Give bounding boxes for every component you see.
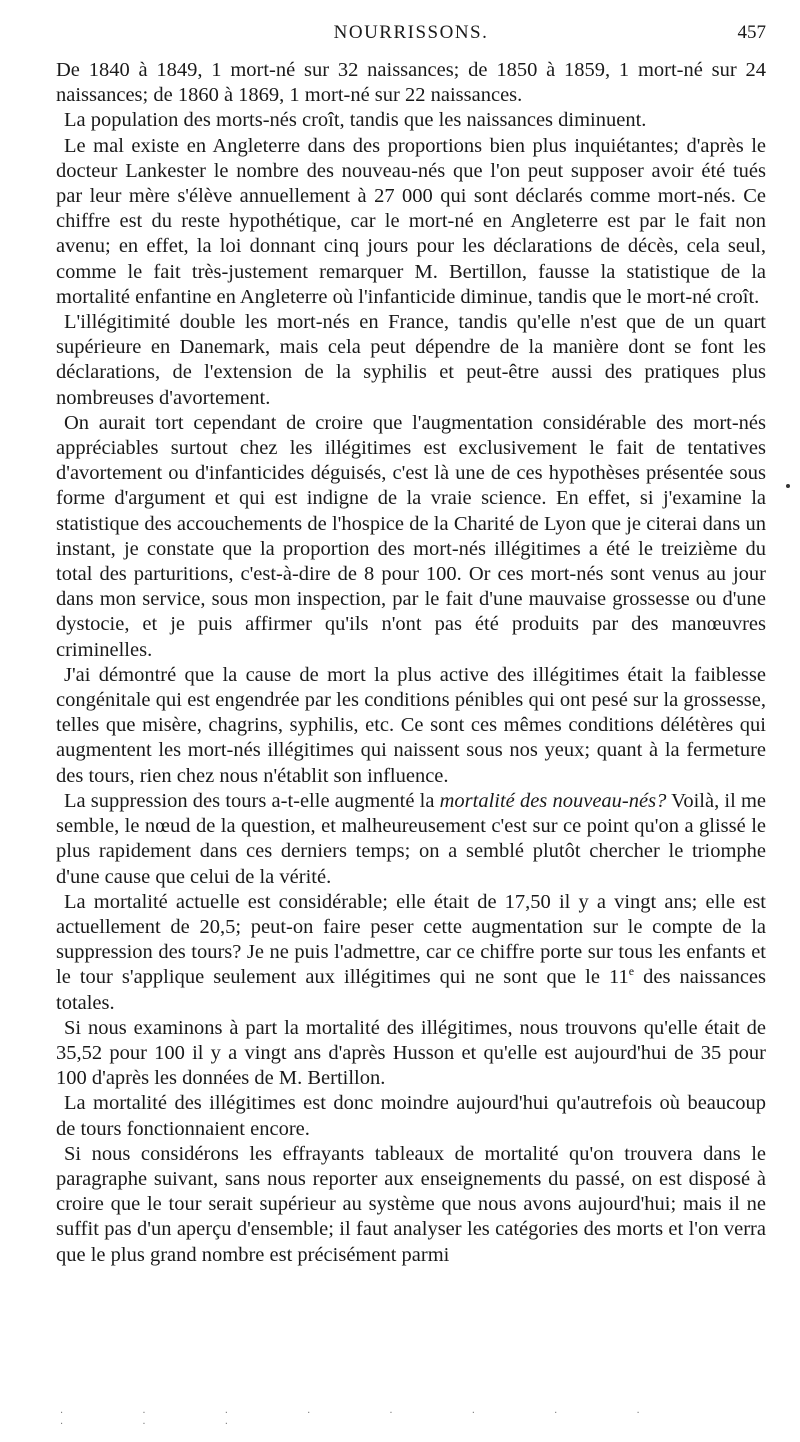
paragraph: On aurait tort cependant de croire que l'augmentation considérable des mort-nés appréciables surtout chez les illégitimes est exclusivement le fait de tentatives d'avortement ou d'infanticides déguisés, c'est là une de ces hypothèses présentée sous forme d'argument et qui est indigne de la vraie science. En effet, si j'examine la statistique des accouchements de l'hospice de la Charité de Lyon que je citerai dans un instant, je constate que la proportion des mort-nés illégitimes a été le treizième du total des parturitions, c'est-à-dire de 8 pour 100. Or ces mort-nés sont venus au jour dans mon service, sous mon inspection, par le fait d'une mauvaise grossesse ou d'une dystocie, et je puis affirmer qu'ils n'ont pas été produits par des manœuvres criminelles. bbox=[56, 411, 766, 661]
superscript: e bbox=[628, 964, 635, 979]
body-text bbox=[56, 58, 766, 1268]
page-header bbox=[56, 22, 766, 50]
page-number: 457 bbox=[737, 22, 766, 43]
paragraph: J'ai démontré que la cause de mort la plus active des illégitimes était la faiblesse congénitale qui est engendrée par les conditions pénibles qui ont pesé sur la grossesse, telles que misère, chagrins, syphilis, etc. Ce sont ces mêmes conditions délétères qui augmentent les mort-nés illégitimes qui naissent sous nos yeux; quant à la fermeture des tours, rien chez nous n'établit son influence. bbox=[56, 663, 766, 787]
text-run: des naissances totales. bbox=[56, 966, 766, 1014]
running-title: NOURRISSONS. bbox=[333, 22, 489, 43]
paragraph-suppression bbox=[56, 789, 766, 890]
text-run: La suppression des tours a-t-elle augmenté la bbox=[64, 789, 440, 812]
paragraph: Le mal existe en Angleterre dans des proportions bien plus inquiétantes; d'après le docteur Lankester le nombre des nouveau-nés que l'on peut supposer avoir été tués par leur mère s'élève annuellement à 27 000 qui sont déclarés comme mort-nés. Ce chiffre est du reste hypothétique, car le mort-né en Angleterre est par le fait non avenu; en effet, la loi donnant cinq jours pour les déclarations de décès, cela seul, comme le fait très-justement remarquer M. Bertillon, fausse la statistique de la mortalité enfantine en Angleterre où l'infanticide diminue, tandis que le mort-né croît. bbox=[56, 134, 766, 308]
page bbox=[56, 22, 766, 1268]
paragraph-mortalite bbox=[56, 890, 766, 1016]
paragraph: La population des morts-nés croît, tandis que les naissances diminuent. bbox=[64, 109, 647, 132]
text-run: La mortalité actuelle est considérable; elle était de 17,50 il y a vingt ans; elle est actuellement de 20,5; peut-on faire peser cette augmentation sur le compte de la suppression des tours? Je ne puis l'admettre, car ce chiffre porte sur tous les enfants et le tour s'applique seulement aux illégitimes qui ne sont que le 11 bbox=[56, 890, 766, 989]
paragraph: Si nous considérons les effrayants tableaux de mortalité qu'on trouvera dans le paragraphe suivant, sans nous reporter aux enseignements du passé, on est disposé à croire que le tour serait supérieur au système que nous avons aujourd'hui; mais il ne suffit pas d'un aperçu d'ensemble; il faut analyser les catégories des morts et l'on verra que le plus grand nombre est précisément parmi bbox=[56, 1142, 766, 1266]
paragraph: De 1840 à 1849, 1 mort-né sur 32 naissances; de 1850 à 1859, 1 mort-né sur 24 naissances; de 1860 à 1869, 1 mort-né sur 22 naissances. bbox=[56, 59, 766, 107]
paragraph: L'illégitimité double les mort-nés en France, tandis qu'elle n'est que de un quart supérieure en Danemark, mais cela peut dépendre de la manière dont se font les déclarations, de l'extension de la syphilis et peut-être aussi des pratiques plus nombreuses d'avortement. bbox=[56, 311, 766, 409]
paragraph: La mortalité des illégitimes est donc moindre aujourd'hui qu'autrefois où beaucoup de tours fonctionnaient encore. bbox=[56, 1092, 766, 1140]
margin-dot bbox=[786, 484, 790, 488]
paragraph: Si nous examinons à part la mortalité des illégitimes, nous trouvons qu'elle était de 35,52 pour 100 il y a vingt ans d'après Husson et qu'elle est aujourd'hui de 35 pour 100 d'après les données de M. Bertillon. bbox=[56, 1016, 766, 1090]
footer-specks: · · · · · · · · · · · bbox=[60, 1408, 678, 1430]
text-run: Voilà, il me semble, le nœud de la question, et malheureusement c'est sur ce point qu'on a glissé le plus rapidement dans ces derniers temps; on a semblé plutôt chercher le triomphe d'une cause que celui de la vérité. bbox=[56, 789, 767, 888]
emphasis-text: mortalité des nouveau-nés? bbox=[439, 789, 667, 812]
